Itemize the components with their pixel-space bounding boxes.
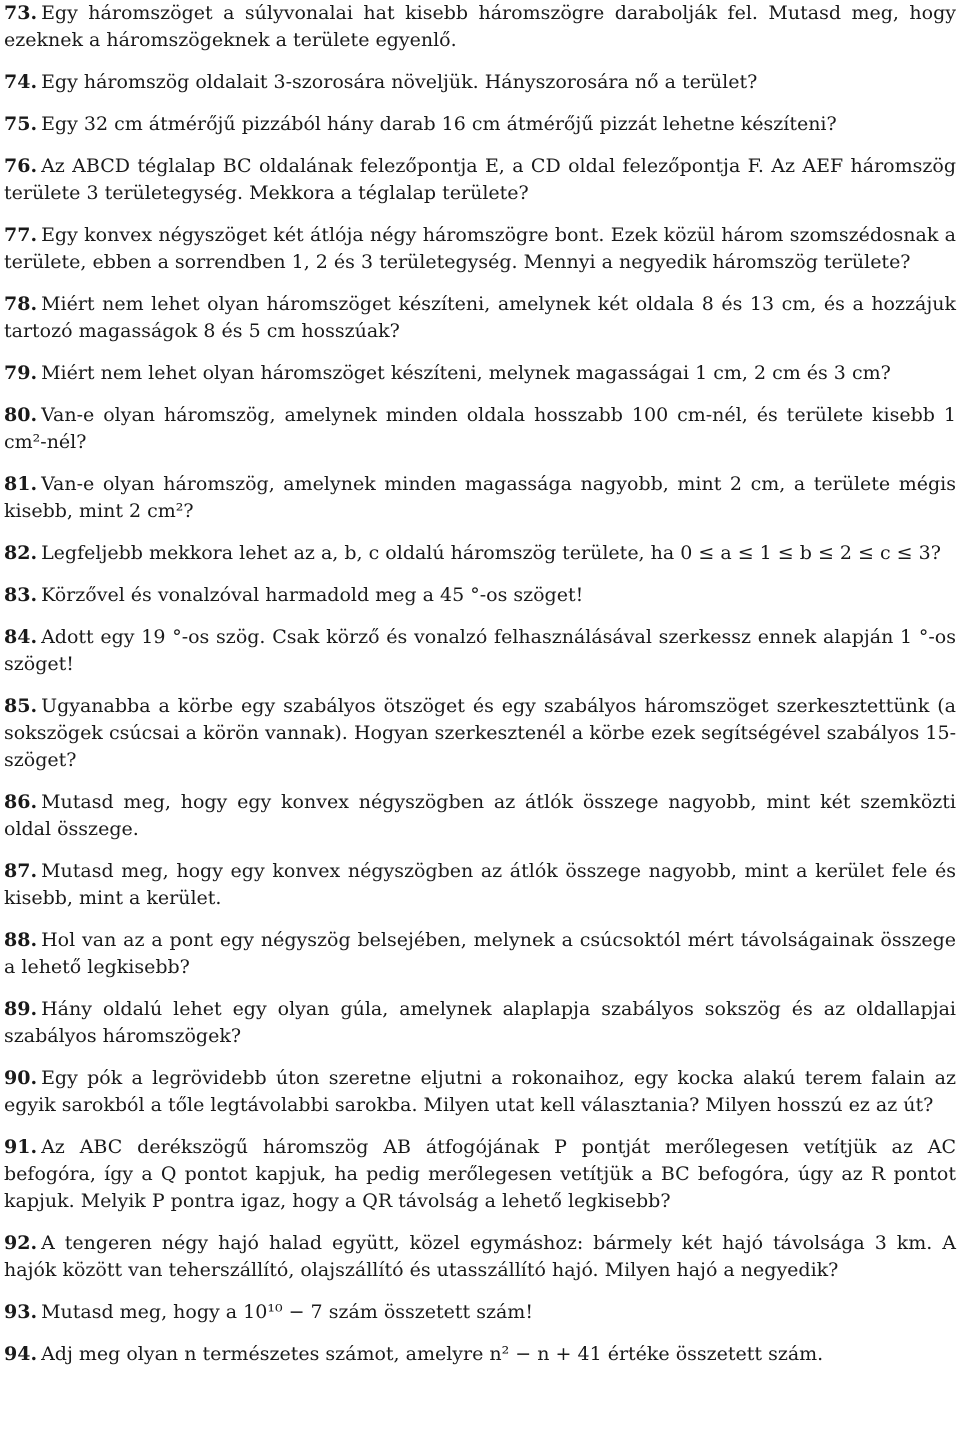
problem-text: Ugyanabba a körbe egy szabályos ötszöget és egy szabályos háromszöget szerkesztettünk (a sokszögek csúcsai a körön vannak). Hogyan szerkesztenél a körbe ezek segítségével szabályos 15-szöget? — [4, 695, 956, 771]
problem-text: Egy háromszöget a súlyvonalai hat kisebb háromszögre darabolják fel. Mutasd meg, hogy ezeknek a háromszögeknek a területe egyenlő. — [4, 2, 956, 51]
problem-text: Miért nem lehet olyan háromszöget készíteni, amelynek két oldala 8 és 13 cm, és a hozzájuk tartozó magasságok 8 és 5 cm hosszúak? — [4, 293, 956, 342]
problem-text: Az ABC derékszögű háromszög AB átfogójának P pontját merőlegesen vetítjük az AC befogóra, így a Q pontot kapjuk, ha pedig merőlegesen vetítjük a BC befogóra, úgy az R pontot kapjuk. Melyik P pontra igaz, hogy a QR távolság a lehető legkisebb? — [4, 1136, 956, 1212]
problem-text: Mutasd meg, hogy egy konvex négyszögben az átlók összege nagyobb, mint két szemközti oldal összege. — [4, 791, 956, 840]
problem-text: Van-e olyan háromszög, amelynek minden oldala hosszabb 100 cm-nél, és területe kisebb 1 cm²-nél? — [4, 404, 956, 453]
problem-number: 85. — [4, 695, 38, 717]
problem-number: 81. — [4, 473, 38, 495]
problem-91 — [4, 1134, 956, 1215]
problem-number: 87. — [4, 860, 38, 882]
problem-77 — [4, 222, 956, 276]
problem-82 — [4, 540, 956, 567]
problem-number: 91. — [4, 1136, 38, 1158]
problem-86 — [4, 789, 956, 843]
problem-text: Egy háromszög oldalait 3-szorosára növeljük. Hányszorosára nő a terület? — [41, 71, 758, 93]
problem-number: 86. — [4, 791, 38, 813]
problem-number: 93. — [4, 1301, 38, 1323]
problem-number: 77. — [4, 224, 38, 246]
problem-text: Mutasd meg, hogy a 10¹⁰ − 7 szám összetett szám! — [41, 1301, 533, 1323]
problem-74 — [4, 69, 956, 96]
problem-number: 90. — [4, 1067, 38, 1089]
problem-75 — [4, 111, 956, 138]
problem-number: 89. — [4, 998, 38, 1020]
problem-89 — [4, 996, 956, 1050]
problem-text: Egy 32 cm átmérőjű pizzából hány darab 16 cm átmérőjű pizzát lehetne készíteni? — [41, 113, 837, 135]
problem-78 — [4, 291, 956, 345]
problem-81 — [4, 471, 956, 525]
problem-text: Körzővel és vonalzóval harmadold meg a 45 °-os szöget! — [41, 584, 584, 606]
problem-text: Az ABCD téglalap BC oldalának felezőpontja E, a CD oldal felezőpontja F. Az AEF háromszög területe 3 területegység. Mekkora a téglalap területe? — [4, 155, 956, 204]
problem-number: 92. — [4, 1232, 38, 1254]
problem-text: Egy pók a legrövidebb úton szeretne eljutni a rokonaihoz, egy kocka alakú terem falain az egyik sarokból a tőle legtávolabbi sarokba. Milyen utat kell választania? Milyen hosszú ez az út? — [4, 1067, 956, 1116]
problem-text: Hol van az a pont egy négyszög belsejében, melynek a csúcsoktól mért távolságainak összege a lehető legkisebb? — [4, 929, 956, 978]
problem-text: Van-e olyan háromszög, amelynek minden magassága nagyobb, mint 2 cm, a területe mégis kisebb, mint 2 cm²? — [4, 473, 956, 522]
problem-number: 73. — [4, 2, 38, 24]
problem-number: 80. — [4, 404, 38, 426]
problem-number: 76. — [4, 155, 38, 177]
problem-number: 83. — [4, 584, 38, 606]
problem-number: 84. — [4, 626, 38, 648]
problem-text: A tengeren négy hajó halad együtt, közel egymáshoz: bármely két hajó távolsága 3 km. A hajók között van teherszállító, olajszállító és utasszállító hajó. Milyen hajó a negyedik? — [4, 1232, 956, 1281]
problem-83 — [4, 582, 956, 609]
problem-93 — [4, 1299, 956, 1326]
problem-number: 82. — [4, 542, 38, 564]
problem-number: 79. — [4, 362, 38, 384]
problem-94 — [4, 1341, 956, 1368]
problem-number: 78. — [4, 293, 38, 315]
problem-number: 75. — [4, 113, 38, 135]
problem-73 — [4, 0, 956, 54]
problem-text: Adj meg olyan n természetes számot, amelyre n² − n + 41 értéke összetett szám. — [41, 1343, 824, 1365]
problem-text: Legfeljebb mekkora lehet az a, b, c oldalú háromszög területe, ha 0 ≤ a ≤ 1 ≤ b ≤ 2 ≤ c ≤ 3? — [41, 542, 941, 564]
problem-90 — [4, 1065, 956, 1119]
problem-number: 74. — [4, 71, 38, 93]
problem-text: Adott egy 19 °-os szög. Csak körző és vonalzó felhasználásával szerkessz ennek alapján 1 °-os szöget! — [4, 626, 956, 675]
problem-80 — [4, 402, 956, 456]
problem-text: Mutasd meg, hogy egy konvex négyszögben az átlók összege nagyobb, mint a kerület fele és kisebb, mint a kerület. — [4, 860, 956, 909]
problem-79 — [4, 360, 956, 387]
problem-85 — [4, 693, 956, 774]
problem-number: 94. — [4, 1343, 38, 1365]
problem-number: 88. — [4, 929, 38, 951]
problem-text: Egy konvex négyszöget két átlója négy háromszögre bont. Ezek közül három szomszédosnak a területe, ebben a sorrendben 1, 2 és 3 területegység. Mennyi a negyedik háromszög területe? — [4, 224, 956, 273]
problem-76 — [4, 153, 956, 207]
problem-text: Miért nem lehet olyan háromszöget készíteni, melynek magasságai 1 cm, 2 cm és 3 cm? — [41, 362, 891, 384]
problem-87 — [4, 858, 956, 912]
problem-92 — [4, 1230, 956, 1284]
problem-88 — [4, 927, 956, 981]
problem-text: Hány oldalú lehet egy olyan gúla, amelynek alaplapja szabályos sokszög és az oldallapjai szabályos háromszögek? — [4, 998, 956, 1047]
problem-84 — [4, 624, 956, 678]
